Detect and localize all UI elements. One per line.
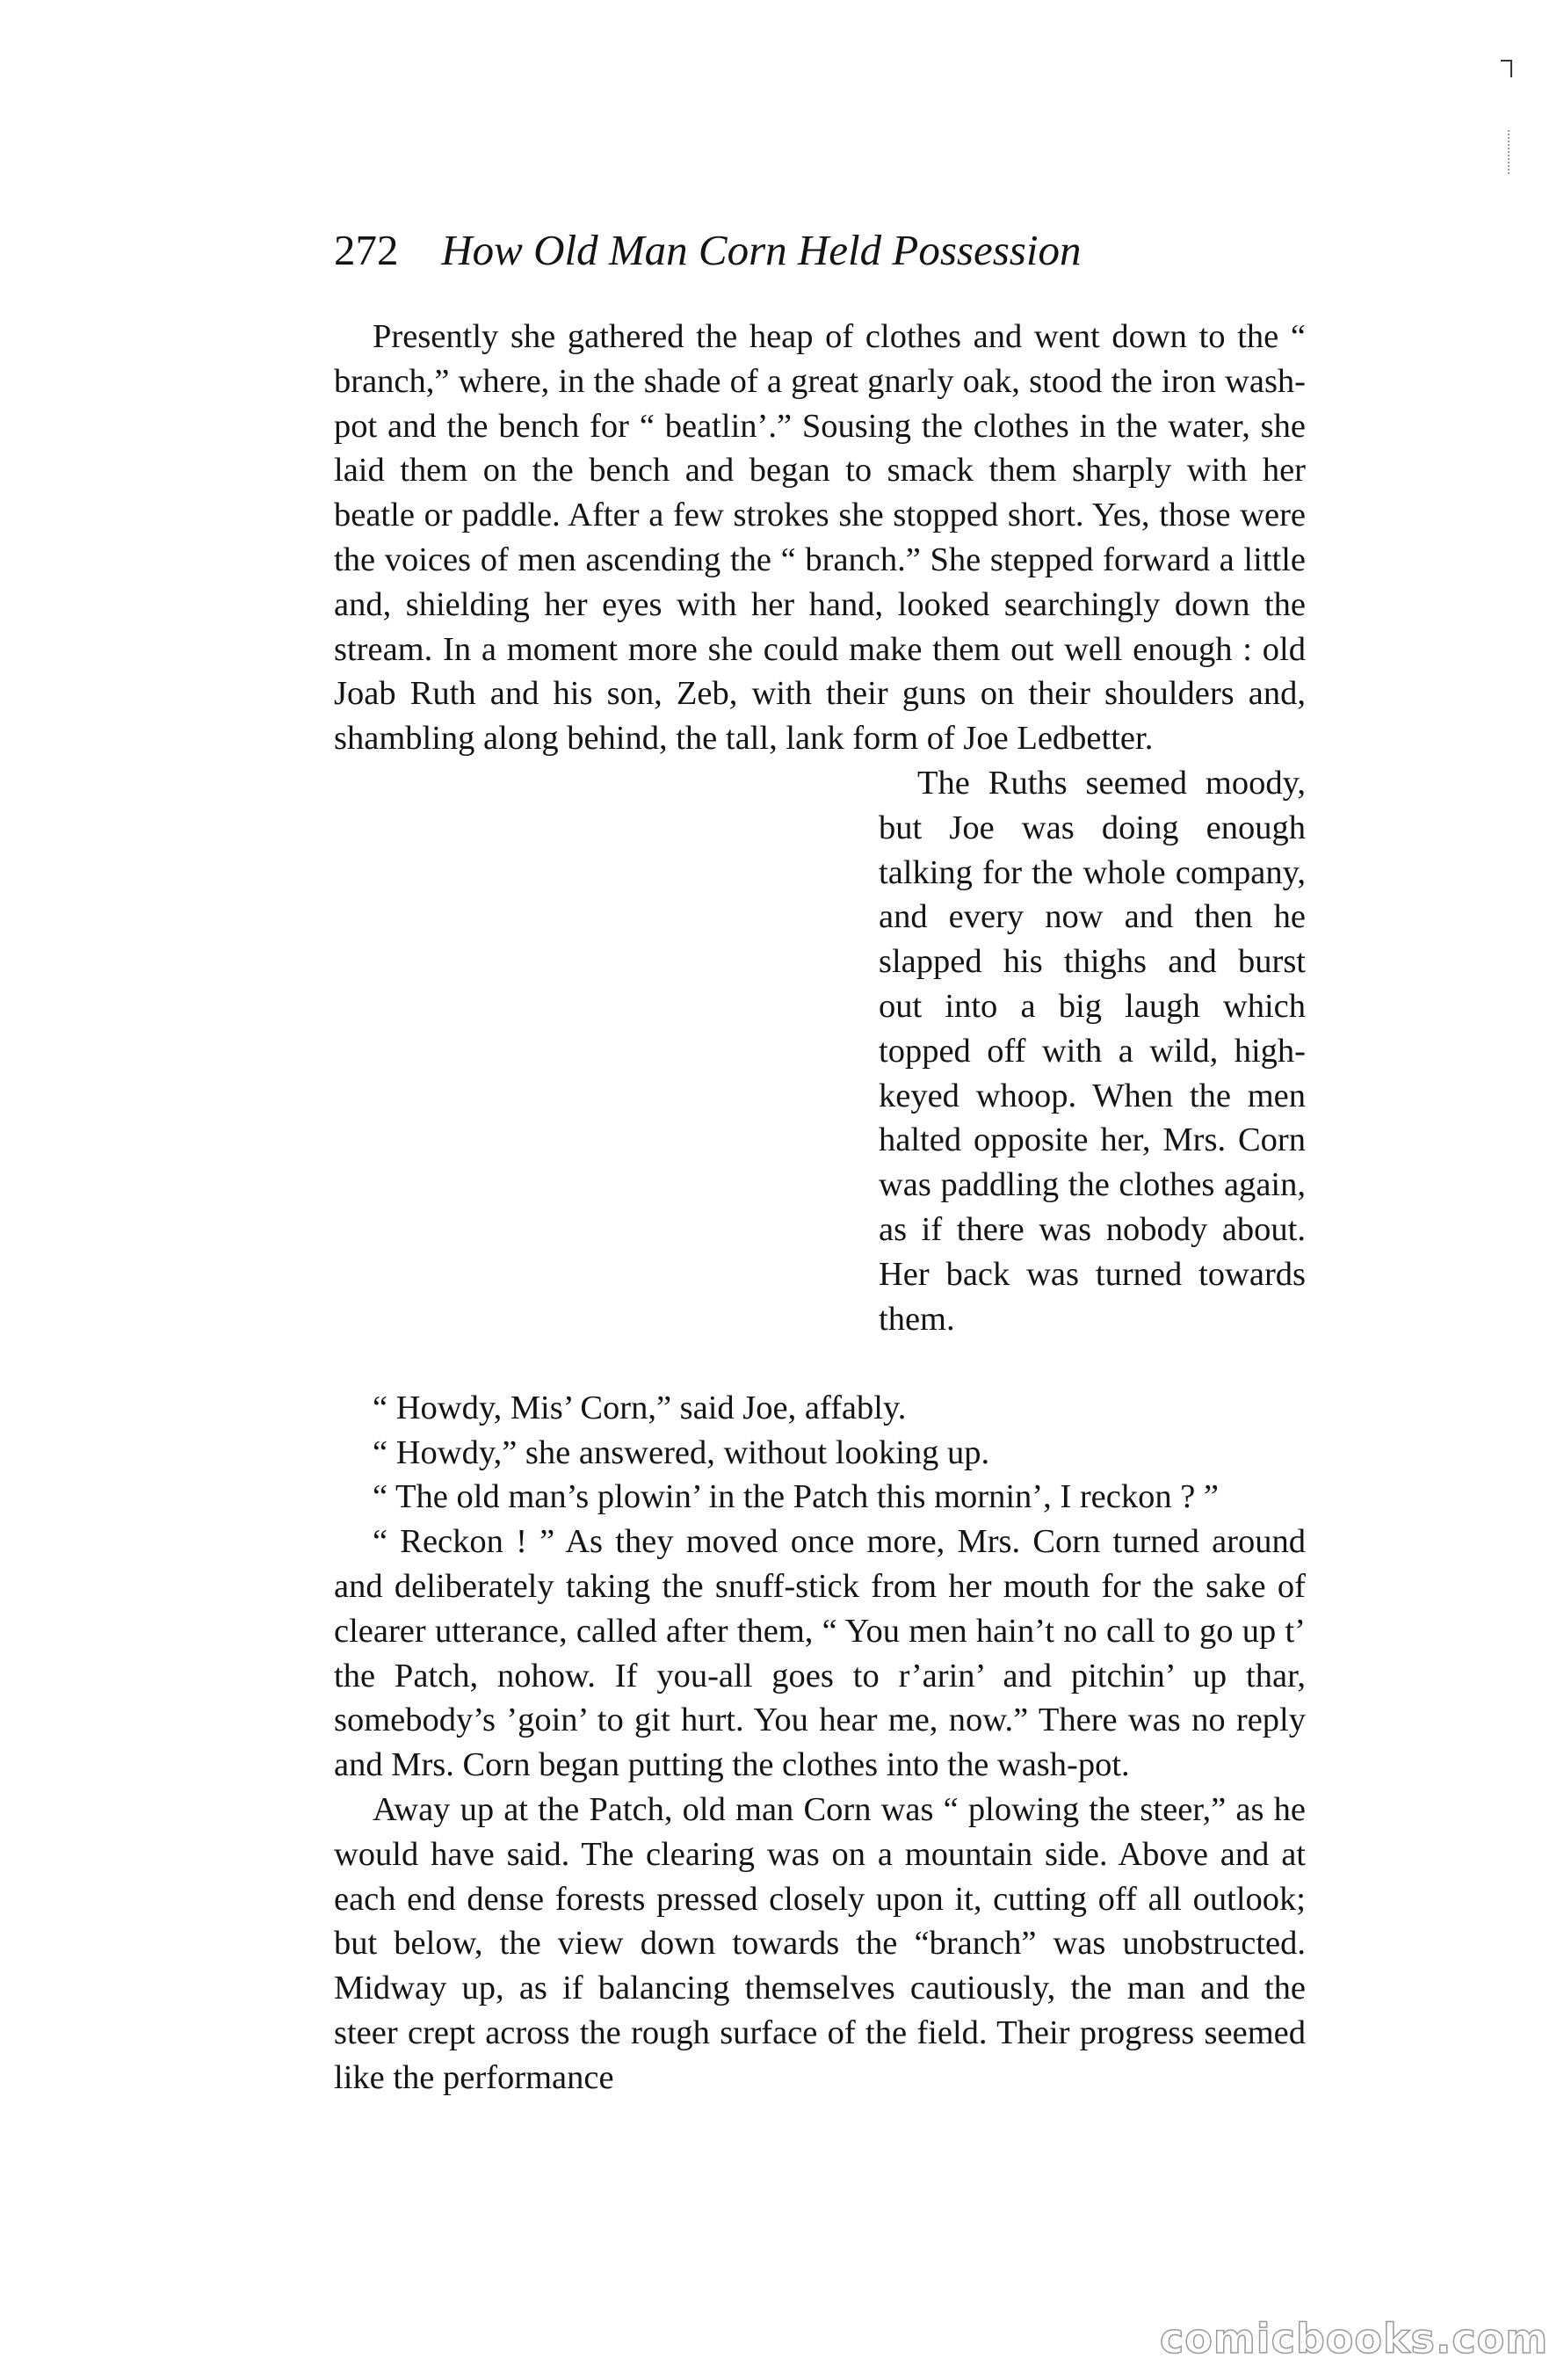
- page-number: 272: [334, 226, 399, 274]
- body-text: [334, 315, 1306, 2101]
- watermark: comicbooks.com: [1160, 2315, 1549, 2362]
- illustration-space: [334, 806, 879, 1386]
- page-header: [334, 224, 1081, 277]
- running-title: How Old Man Corn Held Possession: [441, 226, 1082, 274]
- paragraph: “ Howdy, Mis’ Corn,” said Joe, affably.: [373, 1389, 907, 1426]
- paragraph: The Ruths seemed moody, but Joe was doing enough talking for the whole company, and every now and then he slapped his thighs and burst out into a big laugh which topped off with a wild, high-keyed whoop. When the men halted opposite her, Mrs. Corn was paddling the clothes again, as if there was nobody about. Her back was turned towards them.: [879, 764, 1306, 1338]
- paragraph: “ Howdy,” she answered, without looking up.: [373, 1433, 990, 1471]
- edge-dots: [1508, 130, 1512, 174]
- paragraph: Away up at the Patch, old man Corn was “ plowing the steer,” as he would have said. The clearing was on a mountain side. Above and at each end dense forests pressed closely upon it, cutting off all outlook; but below, the view down towards the “branch” was unobstructed. Midway up, as if balancing themselves cautiously, the man and the steer crept across the rough surface of the field. Their progress seemed like the performance: [334, 1790, 1306, 2096]
- paragraph: Presently she gathered the heap of clothes and went down to the “ branch,” where, in the shade of a great gnarly oak, stood the iron wash-pot and the bench for “ beatlin’.” Sousing the clothes in the water, she laid them on the bench and began to smack them sharply with her beatle or paddle. After a few strokes she stopped short. Yes, those were the voices of men ascending the “ branch.” She stepped forward a little and, shielding her eyes with her hand, looked searchingly down the stream. In a moment more she could make them out well enough : old Joab Ruth and his son, Zeb, with their guns on their shoulders and, shambling along behind, the tall, lank form of Joe Ledbetter.: [334, 318, 1306, 758]
- paragraph: “ Reckon ! ” As they moved once more, Mrs. Corn turned around and deliberately taking the snuff-stick from her mouth for the sake of clearer utterance, called after them, “ You men hain’t no call to go up t’ the Patch, nohow. If you-all goes to r’arin’ and pitchin’ up thar, somebody’s ’goin’ to git hurt. You hear me, now.” There was no reply and Mrs. Corn began putting the clothes into the wash-pot.: [334, 1523, 1306, 1784]
- paragraph: “ The old man’s plowin’ in the Patch this mornin’, I reckon ? ”: [373, 1478, 1219, 1516]
- corner-crop-mark: [1501, 60, 1513, 79]
